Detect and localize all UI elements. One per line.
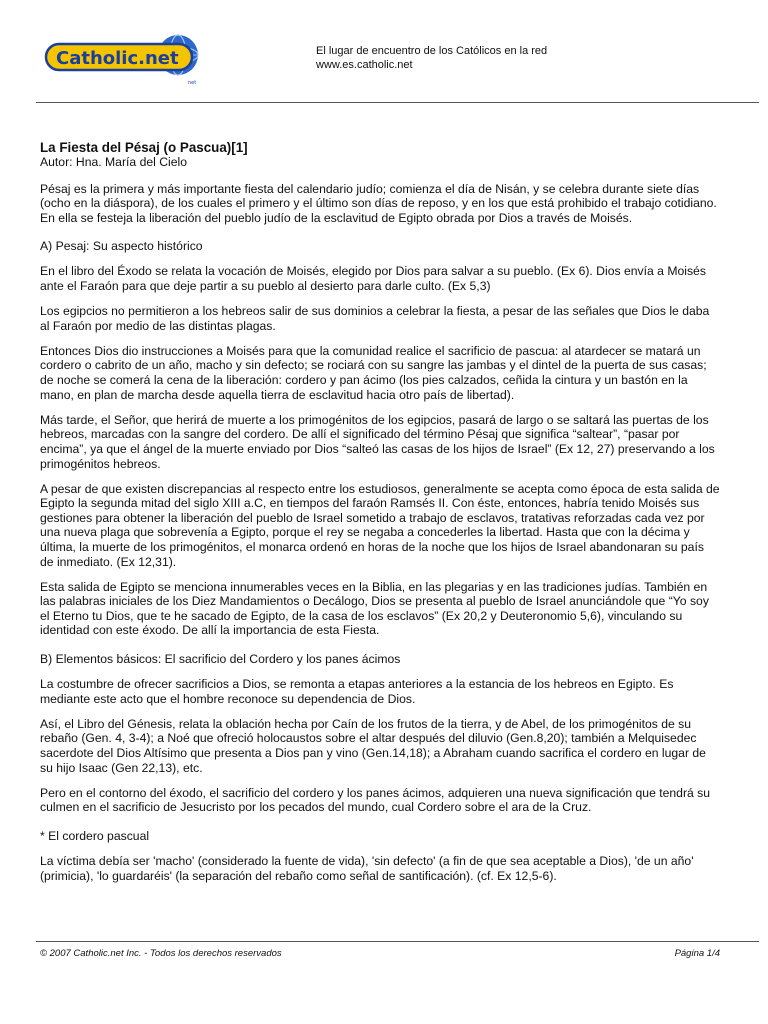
logo-sub: net [188,80,197,86]
paragraph: A pesar de que existen discrepancias al respecto entre los estudiosos, generalmente se acepta como época de esta salida de Egipto la segunda mitad del siglo XIII a.C, en tiempos del faraón Ramsés II. Con éste, entonces, habría tenido Moisés sus gestiones para obtener la liberación del pueblo de Israel sometido a trabajo de esclavos, tratativas reforzadas cada vez por una nueva plaga que sobrevenía a Egipto, porque el rey se negaba a concederles la libertad. Hasta que con la décima y última, la muerte de los primogénitos, el monarca ordenó en horas de la noche que los hijos de Israel abandonaran su país de inmediato. (Ex 12,31). [40,481,720,569]
header-divider [36,102,759,103]
paragraph-intro: Pésaj es la primera y más importante fiesta del calendario judío; comienza el día de Nisán, y se celebra durante siete días (ocho en la diáspora), de los cuales el primero y el último son días de reposo, y en los que está prohibido el trabajo cotidiano. En ella se festeja la liberación del pueblo judío de la esclavitud de Egipto obrada por Dios a través de Moisés. [40,181,717,225]
footer-divider [36,941,759,942]
footer-page-number: Página 1/4 [674,948,720,959]
subsection-heading: * El cordero pascual [40,828,150,843]
page-header [0,0,768,104]
paragraph: Los egipcios no permitieron a los hebreos salir de sus dominios a celebrar la fiesta, a pesar de las señales que Dios le daba al Faraón por medio de las distintas plagas. [40,304,710,333]
logo-wordmark: Catholic.net [56,48,179,69]
paragraph: La víctima debía ser 'macho' (considerado la fuente de vida), 'sin defecto' (a fin de que sea aceptable a Dios), 'de un año' (primicia), 'lo guardaréis' (la separación del rebaño como señal de santificación). (cf. Ex 12,5-6). [40,853,694,883]
article-body [40,140,720,894]
site-url[interactable]: www.es.catholic.net [316,59,413,71]
paragraph: Esta salida de Egipto se menciona innumerables veces en la Biblia, en las plegarias y en las tradiciones judías. También en las palabras iniciales de los Diez Mandamientos o Decálogo, Dios se presenta al pueblo de Israel anunciándole que “Yo soy el Eterno tu Dios, que te he sacado de Egipto, de la casa de los esclavos” (Ex 20,2 y Deuteronomio 5,6), vinculando su identidad con este éxodo. De allí la importancia de esta Fiesta. [40,579,709,638]
paragraph: La costumbre de ofrecer sacrificios a Dios, se remonta a etapas anteriores a la estancia de los hebreos en Egipto. Es mediante este acto que el hombre reconoce su dependencia de Dios. [40,677,674,706]
section-heading-b: B) Elementos básicos: El sacrificio del Cordero y los panes ácimos [40,652,401,667]
paragraph: En el libro del Éxodo se relata la vocación de Moisés, elegido por Dios para salvar a su pueblo. (Ex 6). Dios envía a Moisés ante el Faraón para que deje partir a su pueblo al desierto para darle culto. (Ex 5,3) [40,264,706,294]
paragraph: Más tarde, el Señor, que herirá de muerte a los primogénitos de los egipcios, pasará de largo o se saltará las puertas de los hebreos, marcadas con la sangre del cordero. De allí el significado del término Pésaj que significa “saltear”, “pasar por encima”, ya que el ángel de la muerte enviado por Dios “salteó las casas de los hijos de Israel” (Ex 12, 27) preservando a los primogénitos hebreos. [40,412,715,471]
paragraph: Así, el Libro del Génesis, relata la oblación hecha por Caín de los frutos de la tierra, y de Abel, de los primogénitos de su rebaño (Gen. 4, 3-4); a Noé que ofreció holocaustos sobre el altar después del diluvio (Gen.8,20); también a Melquisedec sacerdote del Dios Altísimo que presenta a Dios pan y vino (Gen.14,18); a Abraham cuando sacrifica el cordero en lugar de su hijo Isaac (Gen 22,13), etc. [40,716,706,775]
article-author: Autor: Hna. María del Cielo [40,155,187,169]
article-title: La Fiesta del Pésaj (o Pascua)[1] [40,140,248,155]
tagline-text: El lugar de encuentro de los Católicos en la red [316,45,548,57]
header-tagline [316,44,547,72]
footer-copyright: © 2007 Catholic.net Inc. - Todos los derechos reservados [40,948,282,959]
catholic-net-logo[interactable] [44,30,210,86]
paragraph: Entonces Dios dio instrucciones a Moisés para que la comunidad realice el sacrificio de pascua: al atardecer se matará un cordero o cabrito de un año, macho y sin defecto; se rociará con su sangre las jambas y el dintel de la puerta de sus casas; de noche se comerá la cena de la liberación: cordero y pan ácimo (los pies calzados, ceñida la cintura y un bastón en la mano, en plan de marcha desde aquella tierra de esclavitud hacia otro país de libertad). [40,343,707,402]
paragraph: Pero en el contorno del éxodo, el sacrificio del cordero y los panes ácimos, adquieren una nueva significación que tendrá su culmen en el sacrificio de Jesucristo por los pecados del mundo, cual Cordero sobre el ara de la Cruz. [40,785,711,815]
section-heading-a: A) Pesaj: Su aspecto histórico [40,239,203,254]
